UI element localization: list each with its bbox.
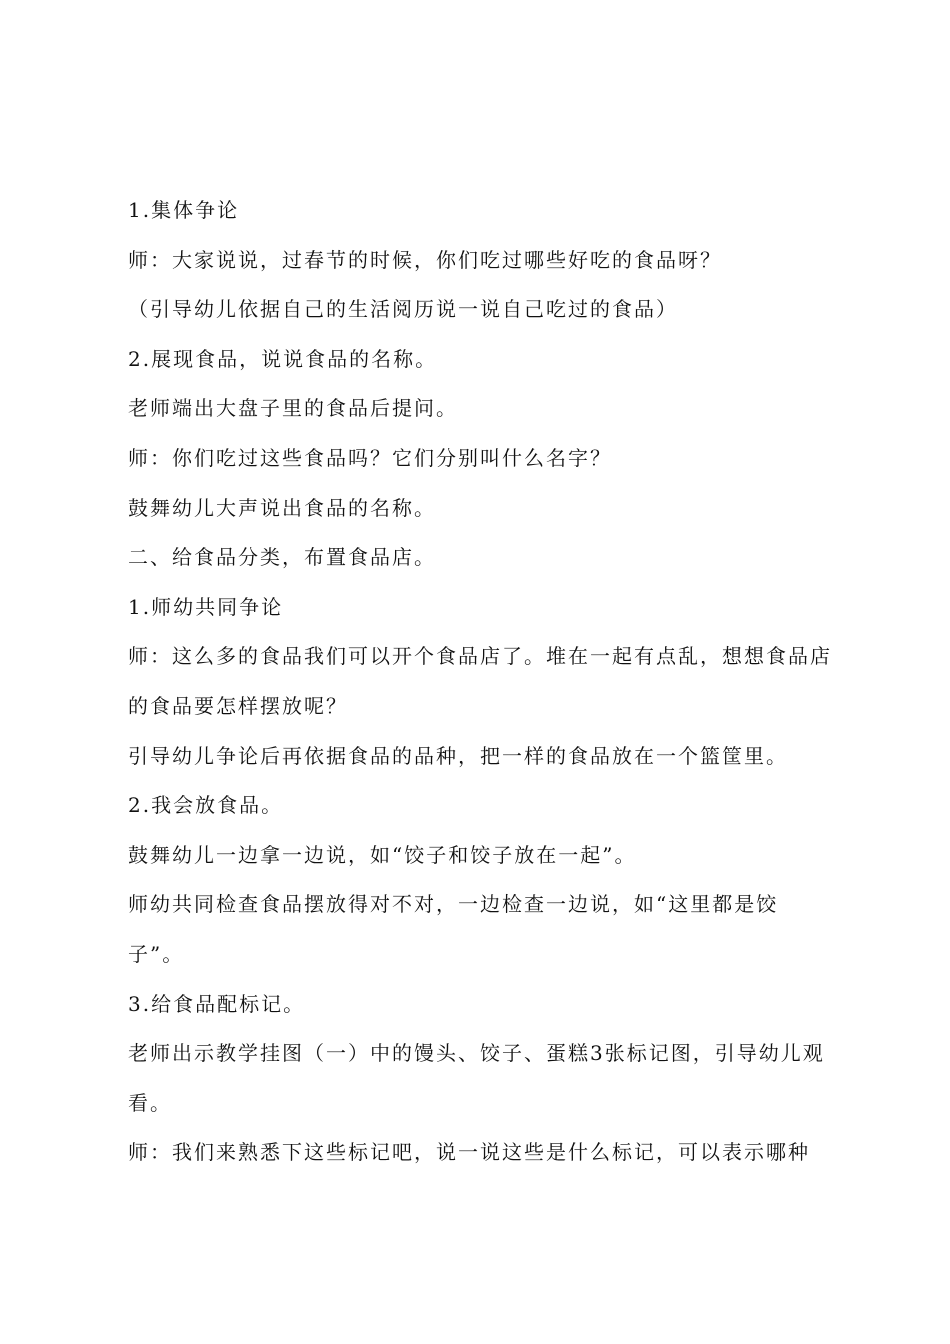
paragraph: 1.集体争论 (128, 198, 240, 222)
paragraph: 3.给食品配标记。 (128, 991, 306, 1016)
paragraph: 老师端出大盘子里的食品后提问。 (128, 396, 458, 421)
paragraph: 师：大家说说，过春节的时候，你们吃过哪些好吃的食品呀？ (128, 247, 722, 272)
paragraph: 师：我们来熟悉下这些标记吧，说一说这些是什么标记，可以表示哪种 (128, 1140, 810, 1165)
paragraph: 1.师幼共同争论 (128, 594, 284, 619)
paragraph: （引导幼儿依据自己的生活阅历说一说自己吃过的食品） (128, 297, 678, 322)
paragraph: 2.我会放食品。 (128, 793, 284, 818)
paragraph: 师：你们吃过这些食品吗？它们分别叫什么名字？ (128, 445, 612, 470)
paragraph: 师：这么多的食品我们可以开个食品店了。堆在一起有点乱，想想食品店的食品要怎样摆放呢？ (128, 644, 832, 718)
paragraph: 2.展现食品，说说食品的名称。 (128, 346, 438, 371)
paragraph: 师幼共同检查食品摆放得对不对，一边检查一边说，如“这里都是饺子”。 (128, 892, 779, 966)
paragraph: 二、给食品分类，布置食品店。 (128, 545, 436, 570)
paragraph: 老师出示教学挂图（一）中的馒头、饺子、蛋糕3张标记图，引导幼儿观看。 (128, 1041, 825, 1115)
paragraph: 鼓舞幼儿大声说出食品的名称。 (128, 495, 436, 520)
document-body (128, 186, 834, 1178)
paragraph: 引导幼儿争论后再依据食品的品种，把一样的食品放在一个篮筐里。 (128, 743, 788, 768)
paragraph: 鼓舞幼儿一边拿一边说，如“饺子和饺子放在一起”。 (128, 842, 637, 867)
